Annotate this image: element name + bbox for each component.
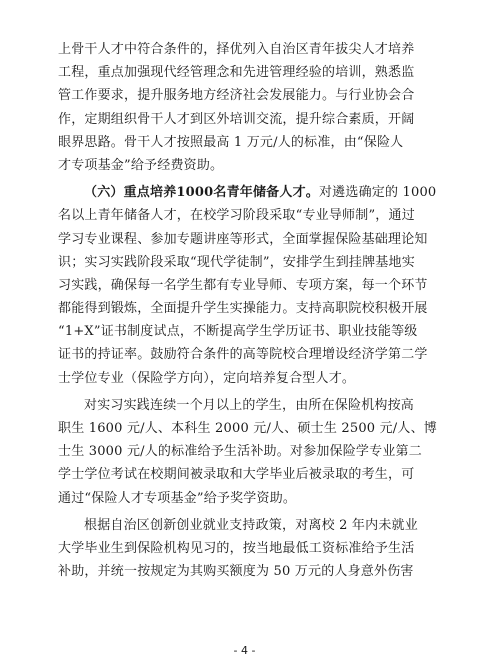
text-line: 士学位专业（保险学方向），定向培养复合型人才。 <box>58 370 356 386</box>
text-line: 职生 1600 元/人、本科生 2000 元/人、硕士生 2500 元/人、博 <box>58 421 437 436</box>
text-line: 补助，并统一按规定为其购买额度为 50 万元的人身意外伤害 <box>58 564 414 580</box>
text-line: 根据自治区创新创业就业支持政策，对离校 2 年内未就业 <box>84 517 418 533</box>
text-line: 证书的持证率。鼓励符合条件的高等院校合理增设经济学第二学 <box>58 347 428 363</box>
text-line: 士生 3000 元/人的标准给予生活补助。对参加保险学专业第二 <box>58 444 422 460</box>
text-span: 对遴选确定的 1000 <box>318 185 437 201</box>
text-line: 大学毕业生到保险机构见习的，按当地最低工资标准给予生活 <box>58 540 415 556</box>
text-line: 识；实习实践阶段采取“现代学徒制”，安排学生到挂牌基地实 <box>58 254 415 270</box>
text-line: 对实习实践连续一个月以上的学生，由所在保险机构按高 <box>84 397 415 413</box>
text-line: 名以上青年储备人才，在校学习阶段采取“专业导师制”，通过 <box>58 208 415 224</box>
text-line: 通过“保险人才专项基金”给予奖学资助。 <box>58 490 297 506</box>
page-number: - 4 - <box>233 644 256 657</box>
text-line: 都能得到锻炼，全面提升学生实操能力。支持高职院校积极开展 <box>58 301 428 317</box>
text-line: 学习专业课程、参加专题讲座等形式，全面掌握保险基础理论知 <box>58 231 428 247</box>
text-line: 才专项基金”给予经费资助。 <box>58 157 224 173</box>
paragraph-internship-subsidy <box>58 394 437 510</box>
text-line: 学士学位考试在校期间被录取和大学毕业后被录取的考生，可 <box>58 467 415 483</box>
text-line: 上骨干人才中符合条件的，择优列入自治区青年拔尖人才培养 <box>58 42 415 57</box>
text-line: 习实践，确保每一名学生都有专业导师、专项方案，每一个环节 <box>58 277 428 293</box>
paragraph-employment-support <box>58 514 430 584</box>
text-line: “1+X”证书制度试点，不断提高学生学历证书、职业技能等级 <box>58 324 418 340</box>
paragraph-talent-training-continuation <box>58 38 430 177</box>
text-line: 作，定期组织骨干人才到区外培训交流，提升综合素质，开阔 <box>58 111 415 127</box>
text-line: 眼界思路。骨干人才按照最高 1 万元/人的标准，由“保险人 <box>58 134 404 150</box>
section-heading: （六）重点培养1000名青年储备人才。 <box>84 185 319 201</box>
text-line: 工程，重点加强现代经管理念和先进管理经验的培训，熟悉监 <box>58 65 415 81</box>
paragraph-section-six <box>58 181 437 390</box>
document-body <box>58 38 437 583</box>
section-heading-line <box>58 181 437 204</box>
text-line: 管工作要求，提升服务地方经济社会发展能力。与行业协会合 <box>58 88 415 104</box>
